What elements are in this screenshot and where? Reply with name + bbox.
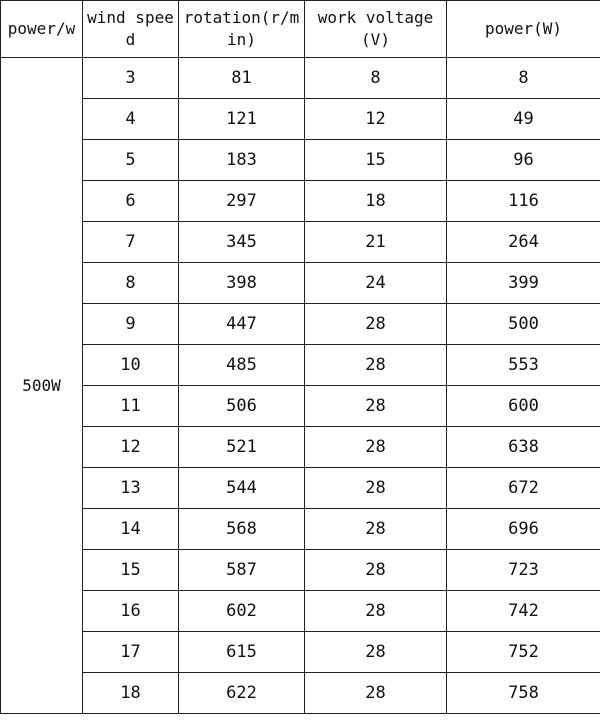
table-row — [1, 509, 600, 550]
table-body — [1, 58, 600, 714]
table-row — [1, 427, 600, 468]
cell-work-voltage: 28 — [305, 550, 447, 591]
cell-rotation: 615 — [179, 632, 305, 673]
table-row — [1, 58, 600, 99]
cell-work-voltage: 28 — [305, 673, 447, 714]
cell-wind-speed: 13 — [83, 468, 179, 509]
cell-output-power: 600 — [447, 386, 600, 427]
table-row — [1, 99, 600, 140]
header-power: power/w — [1, 1, 83, 58]
header-row — [1, 1, 600, 58]
cell-work-voltage: 21 — [305, 222, 447, 263]
cell-rotation: 183 — [179, 140, 305, 181]
cell-work-voltage: 28 — [305, 386, 447, 427]
cell-work-voltage: 28 — [305, 427, 447, 468]
cell-work-voltage: 24 — [305, 263, 447, 304]
cell-wind-speed: 15 — [83, 550, 179, 591]
cell-wind-speed: 11 — [83, 386, 179, 427]
cell-rotation: 568 — [179, 509, 305, 550]
table-row — [1, 140, 600, 181]
cell-rotation: 398 — [179, 263, 305, 304]
cell-output-power: 500 — [447, 304, 600, 345]
cell-output-power: 758 — [447, 673, 600, 714]
cell-work-voltage: 12 — [305, 99, 447, 140]
table-row — [1, 345, 600, 386]
cell-output-power: 672 — [447, 468, 600, 509]
cell-rotation: 345 — [179, 222, 305, 263]
cell-output-power: 723 — [447, 550, 600, 591]
cell-work-voltage: 28 — [305, 632, 447, 673]
table-row — [1, 222, 600, 263]
cell-work-voltage: 28 — [305, 304, 447, 345]
table-row — [1, 304, 600, 345]
cell-rotation: 447 — [179, 304, 305, 345]
cell-wind-speed: 7 — [83, 222, 179, 263]
cell-wind-speed: 8 — [83, 263, 179, 304]
cell-output-power: 742 — [447, 591, 600, 632]
cell-output-power: 752 — [447, 632, 600, 673]
table-row — [1, 673, 600, 714]
cell-wind-speed: 17 — [83, 632, 179, 673]
cell-output-power: 696 — [447, 509, 600, 550]
table-row — [1, 632, 600, 673]
cell-output-power: 8 — [447, 58, 600, 99]
cell-work-voltage: 28 — [305, 509, 447, 550]
cell-work-voltage: 28 — [305, 468, 447, 509]
cell-wind-speed: 16 — [83, 591, 179, 632]
header-wind-speed: wind speed — [83, 1, 179, 58]
cell-output-power: 399 — [447, 263, 600, 304]
cell-output-power: 553 — [447, 345, 600, 386]
cell-wind-speed: 6 — [83, 181, 179, 222]
cell-rotation: 587 — [179, 550, 305, 591]
cell-wind-speed: 12 — [83, 427, 179, 468]
cell-rotation: 544 — [179, 468, 305, 509]
table-row — [1, 181, 600, 222]
cell-rotation: 485 — [179, 345, 305, 386]
cell-power-group: 500W — [1, 58, 83, 714]
table-row — [1, 550, 600, 591]
cell-wind-speed: 18 — [83, 673, 179, 714]
cell-work-voltage: 28 — [305, 345, 447, 386]
cell-rotation: 602 — [179, 591, 305, 632]
cell-work-voltage: 18 — [305, 181, 447, 222]
cell-wind-speed: 14 — [83, 509, 179, 550]
cell-output-power: 116 — [447, 181, 600, 222]
cell-output-power: 638 — [447, 427, 600, 468]
table-row — [1, 263, 600, 304]
table-row — [1, 591, 600, 632]
cell-work-voltage: 8 — [305, 58, 447, 99]
cell-rotation: 622 — [179, 673, 305, 714]
header-rotation: rotation(r/min) — [179, 1, 305, 58]
cell-work-voltage: 15 — [305, 140, 447, 181]
header-output-power: power(W) — [447, 1, 600, 58]
table-row — [1, 386, 600, 427]
cell-rotation: 521 — [179, 427, 305, 468]
cell-wind-speed: 5 — [83, 140, 179, 181]
cell-output-power: 264 — [447, 222, 600, 263]
cell-output-power: 49 — [447, 99, 600, 140]
cell-rotation: 297 — [179, 181, 305, 222]
cell-output-power: 96 — [447, 140, 600, 181]
table-header — [1, 1, 600, 58]
cell-work-voltage: 28 — [305, 591, 447, 632]
header-work-voltage: work voltage (V) — [305, 1, 447, 58]
cell-rotation: 81 — [179, 58, 305, 99]
cell-rotation: 506 — [179, 386, 305, 427]
cell-rotation: 121 — [179, 99, 305, 140]
table-row — [1, 468, 600, 509]
cell-wind-speed: 4 — [83, 99, 179, 140]
cell-wind-speed: 10 — [83, 345, 179, 386]
cell-wind-speed: 3 — [83, 58, 179, 99]
cell-wind-speed: 9 — [83, 304, 179, 345]
